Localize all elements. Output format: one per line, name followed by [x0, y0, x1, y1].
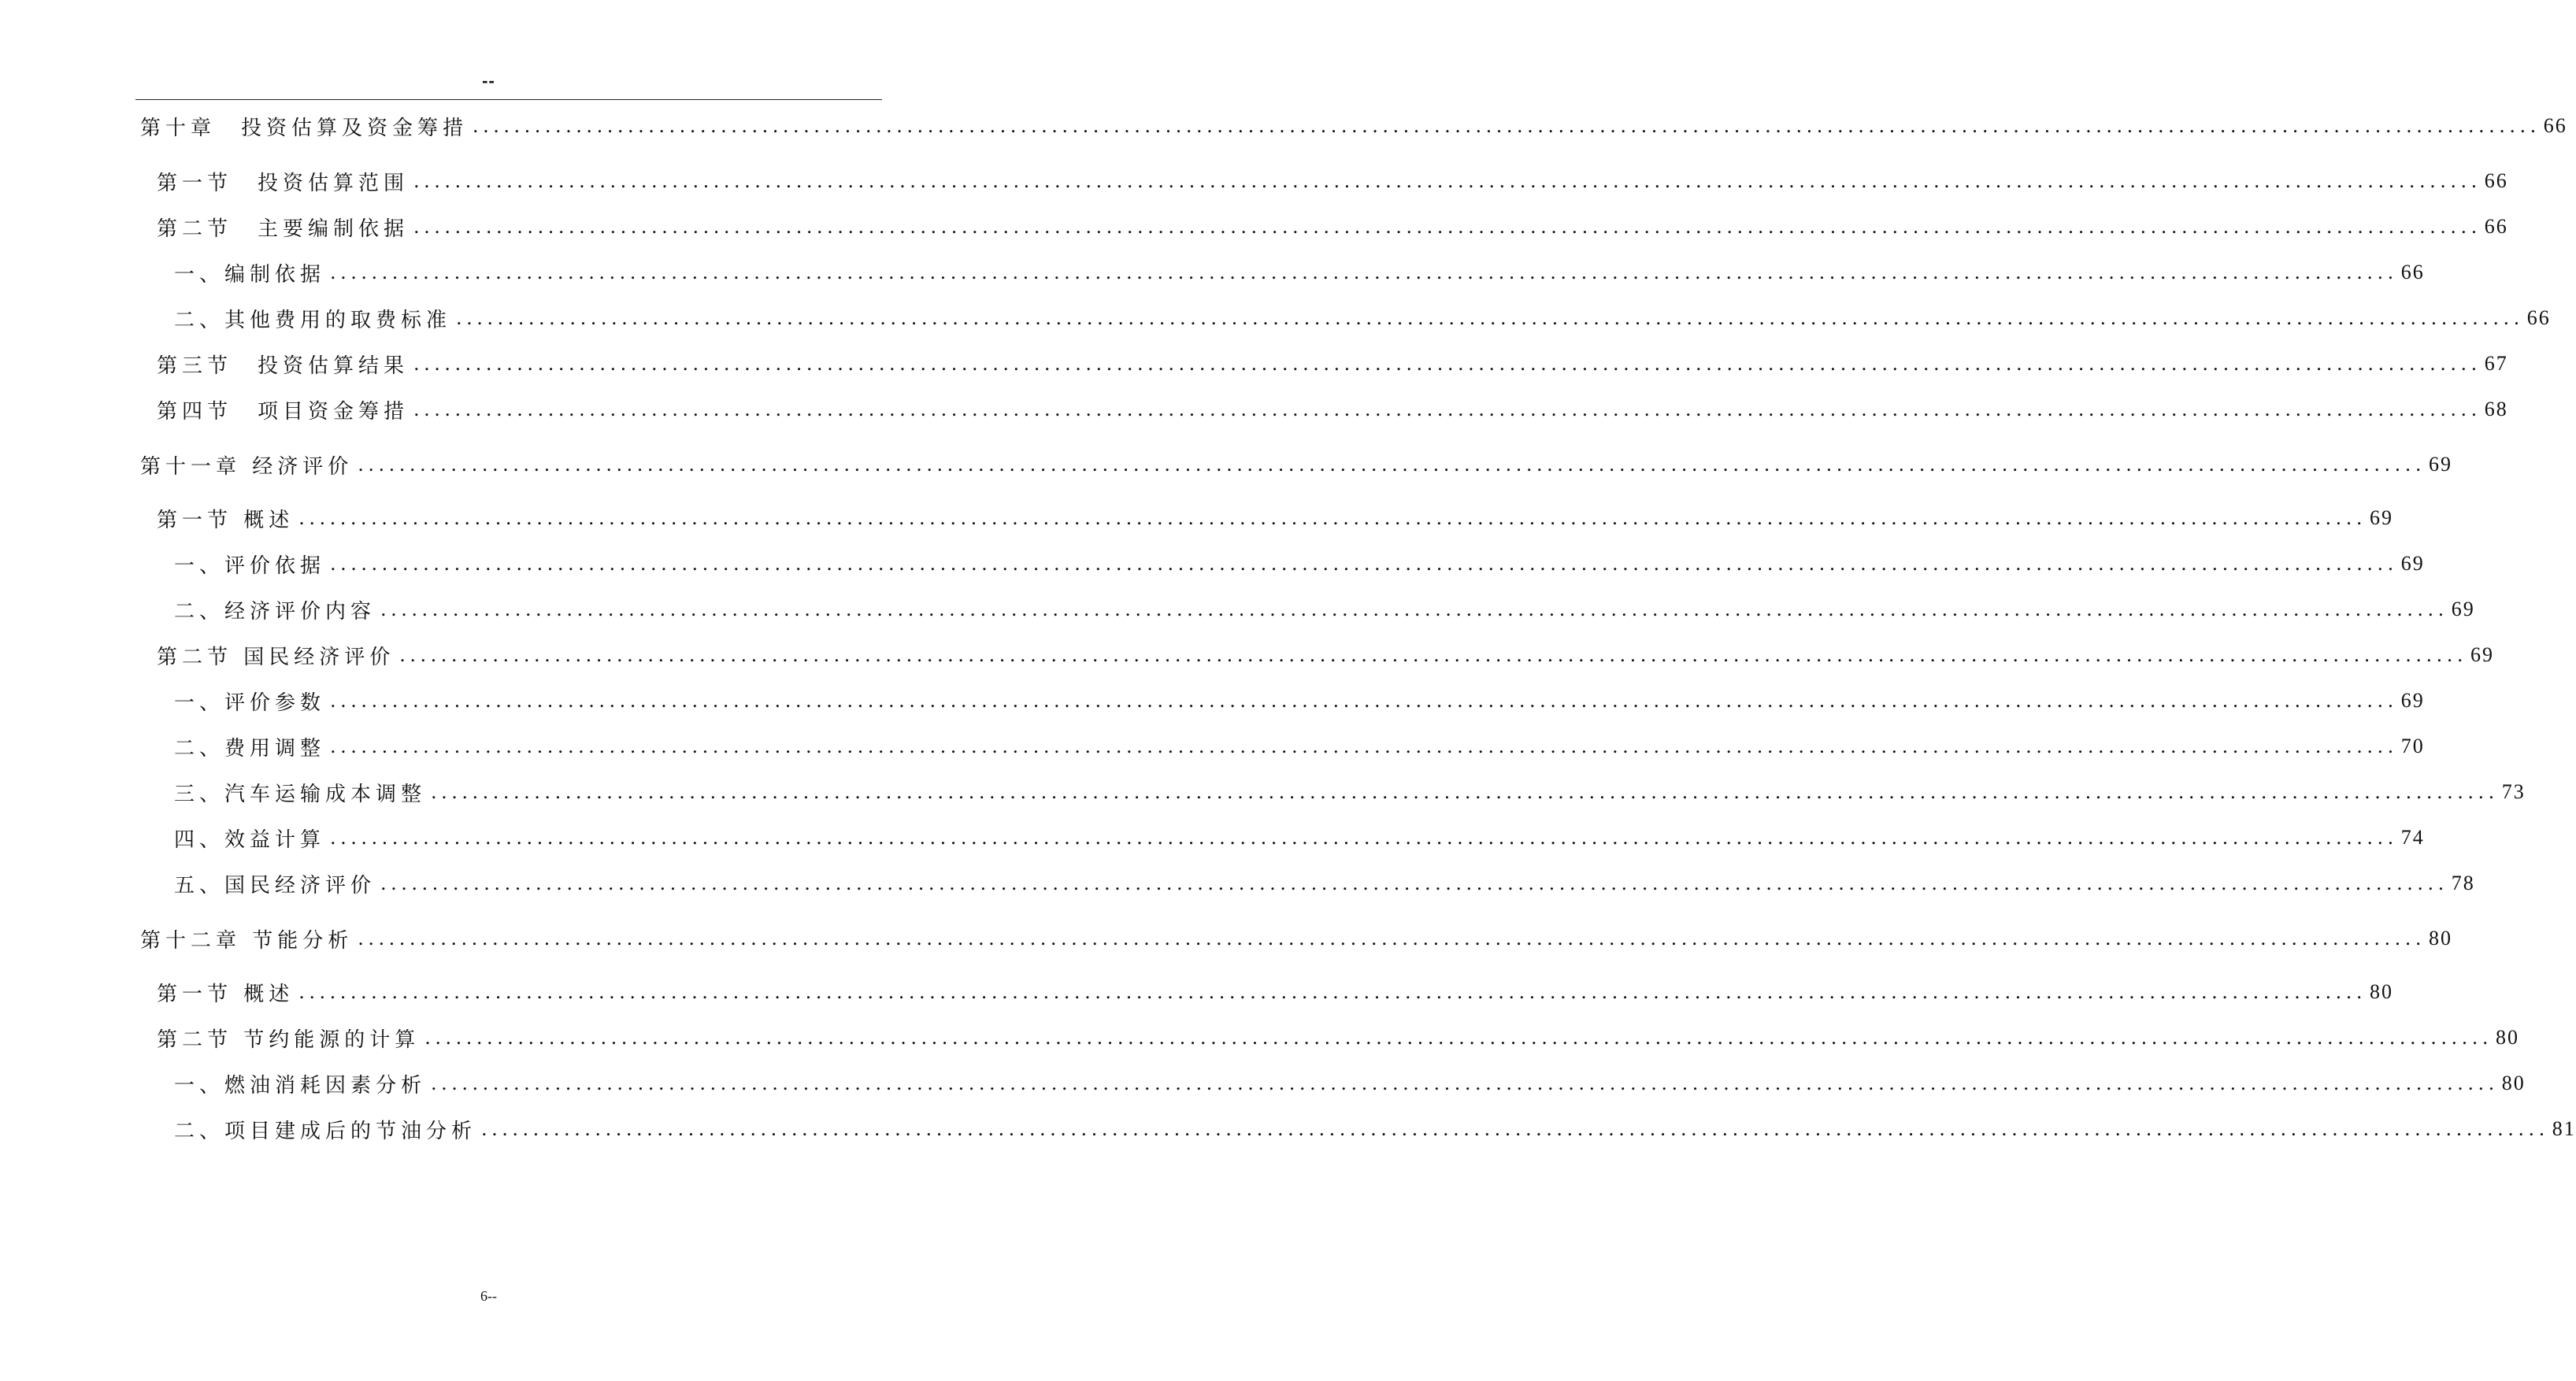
toc-entry-title: 一、评价依据: [174, 554, 326, 578]
toc-entry[interactable]: [140, 110, 2567, 142]
toc-dot-leader: ........................................................................................................................................................................................................: [481, 1118, 2549, 1140]
toc-entry-title: 第十二章 节能分析: [140, 928, 354, 953]
page-number: 6--: [480, 1288, 497, 1304]
toc-dot-leader: ........................................................................................................................................................................................................: [456, 307, 2524, 329]
toc-entry-title: 一、评价参数: [174, 690, 326, 715]
toc-entry[interactable]: [157, 211, 2508, 243]
toc-entry-page: 67: [2484, 352, 2508, 375]
toc-entry-page: 80: [2501, 1072, 2526, 1094]
toc-entry-page: 69: [2370, 506, 2394, 529]
toc-entry-title: 二、经济评价内容: [174, 599, 376, 624]
toc-entry-title: 一、燃油消耗因素分析: [174, 1073, 427, 1098]
toc-entry-page: 66: [2484, 215, 2508, 238]
toc-entry[interactable]: [174, 548, 2425, 579]
toc-entry[interactable]: [157, 976, 2394, 1008]
toc-entry[interactable]: [157, 502, 2394, 534]
toc-entry-page: 69: [2429, 453, 2453, 476]
toc-entry[interactable]: [174, 731, 2425, 762]
toc-entry[interactable]: [157, 639, 2495, 671]
toc-dot-leader: ........................................................................................................................................................................................................: [413, 398, 2481, 420]
toc-dot-leader: ........................................................................................................................................................................................................: [424, 1027, 2493, 1049]
toc-entry[interactable]: [174, 776, 2526, 808]
toc-entry-page: 66: [2484, 169, 2508, 192]
toc-dot-leader: ........................................................................................................................................................................................................: [330, 827, 2398, 849]
toc-entry-title: 第二节 主要编制依据: [157, 217, 410, 241]
toc-entry-page: 66: [2526, 306, 2551, 329]
toc-dot-leader: ........................................................................................................................................................................................................: [413, 170, 2481, 192]
toc-entry-page: 70: [2400, 735, 2425, 757]
toc-dot-leader: ........................................................................................................................................................................................................: [380, 872, 2448, 894]
page-header-mark: --: [482, 71, 495, 91]
toc-entry-page: 69: [2470, 643, 2495, 666]
toc-entry[interactable]: [140, 449, 2453, 480]
toc-dot-leader: ........................................................................................................................................................................................................: [431, 1072, 2499, 1094]
toc-dot-leader: ........................................................................................................................................................................................................: [413, 216, 2481, 238]
toc-entry[interactable]: [174, 868, 2475, 899]
toc-entry-title: 第一节 概述: [157, 508, 295, 532]
toc-entry-page: 66: [2400, 261, 2425, 283]
toc-entry-page: 81: [2552, 1117, 2576, 1140]
toc-entry[interactable]: [157, 165, 2508, 197]
toc-entry-title: 二、费用调整: [174, 736, 326, 761]
toc-dot-leader: ........................................................................................................................................................................................................: [298, 981, 2367, 1003]
toc-entry[interactable]: [174, 302, 2551, 334]
toc-entry[interactable]: [174, 1068, 2526, 1099]
toc-entry-page: 68: [2484, 398, 2508, 420]
toc-dot-leader: ........................................................................................................................................................................................................: [358, 927, 2426, 950]
toc-entry-page: 78: [2451, 872, 2475, 894]
toc-entry-page: 80: [2370, 980, 2394, 1003]
toc-dot-leader: ........................................................................................................................................................................................................: [298, 507, 2367, 529]
toc-dot-leader: ........................................................................................................................................................................................................: [413, 353, 2481, 375]
toc-entry[interactable]: [140, 923, 2453, 954]
toc-entry-title: 第一节 投资估算范围: [157, 171, 410, 195]
toc-dot-leader: ........................................................................................................................................................................................................: [330, 735, 2398, 757]
toc-entry-page: 74: [2400, 826, 2425, 849]
toc-entry-page: 73: [2501, 780, 2526, 803]
toc-dot-leader: ........................................................................................................................................................................................................: [330, 553, 2398, 575]
toc-entry-title: 二、项目建成后的节油分析: [174, 1119, 477, 1143]
toc-entry-title: 第四节 项目资金筹措: [157, 399, 410, 424]
toc-entry-title: 第十一章 经济评价: [140, 454, 354, 479]
toc-entry-page: 80: [2496, 1026, 2520, 1049]
toc-entry-page: 69: [2451, 598, 2475, 620]
toc-dot-leader: ........................................................................................................................................................................................................: [330, 690, 2398, 712]
toc-entry-title: 第一节 概述: [157, 982, 295, 1006]
toc-dot-leader: ........................................................................................................................................................................................................: [358, 454, 2426, 476]
toc-dot-leader: ........................................................................................................................................................................................................: [330, 261, 2398, 283]
toc-entry-page: 69: [2400, 689, 2425, 712]
toc-entry-title: 第三节 投资估算结果: [157, 354, 410, 378]
toc-entry-title: 第十章 投资估算及资金筹措: [140, 116, 469, 140]
toc-entry[interactable]: [174, 822, 2425, 853]
toc-entry-title: 三、汽车运输成本调整: [174, 782, 427, 806]
toc-entry-title: 五、国民经济评价: [174, 873, 376, 898]
toc-entry-page: 69: [2400, 552, 2425, 575]
toc-entry-page: 66: [2543, 114, 2567, 137]
toc-dot-leader: ........................................................................................................................................................................................................: [431, 781, 2499, 803]
toc-entry-title: 第二节 国民经济评价: [157, 645, 395, 669]
toc-entry-title: 四、效益计算: [174, 827, 326, 852]
toc-entry[interactable]: [174, 594, 2475, 625]
toc-entry[interactable]: [174, 1113, 2576, 1145]
toc-entry-title: 一、编制依据: [174, 262, 326, 287]
toc-entry[interactable]: [174, 685, 2425, 716]
toc-entry-title: 二、其他费用的取费标准: [174, 308, 452, 332]
toc-entry-title: 第二节 节约能源的计算: [157, 1027, 421, 1052]
toc-dot-leader: ........................................................................................................................................................................................................: [380, 598, 2448, 620]
toc-entry[interactable]: [157, 1022, 2520, 1053]
toc-dot-leader: ........................................................................................................................................................................................................: [399, 644, 2468, 666]
toc-entry[interactable]: [157, 394, 2508, 425]
toc-entry[interactable]: [157, 348, 2508, 379]
toc-entry-page: 80: [2429, 927, 2453, 950]
toc-dot-leader: ........................................................................................................................................................................................................: [473, 115, 2541, 137]
toc-entry[interactable]: [174, 257, 2425, 288]
